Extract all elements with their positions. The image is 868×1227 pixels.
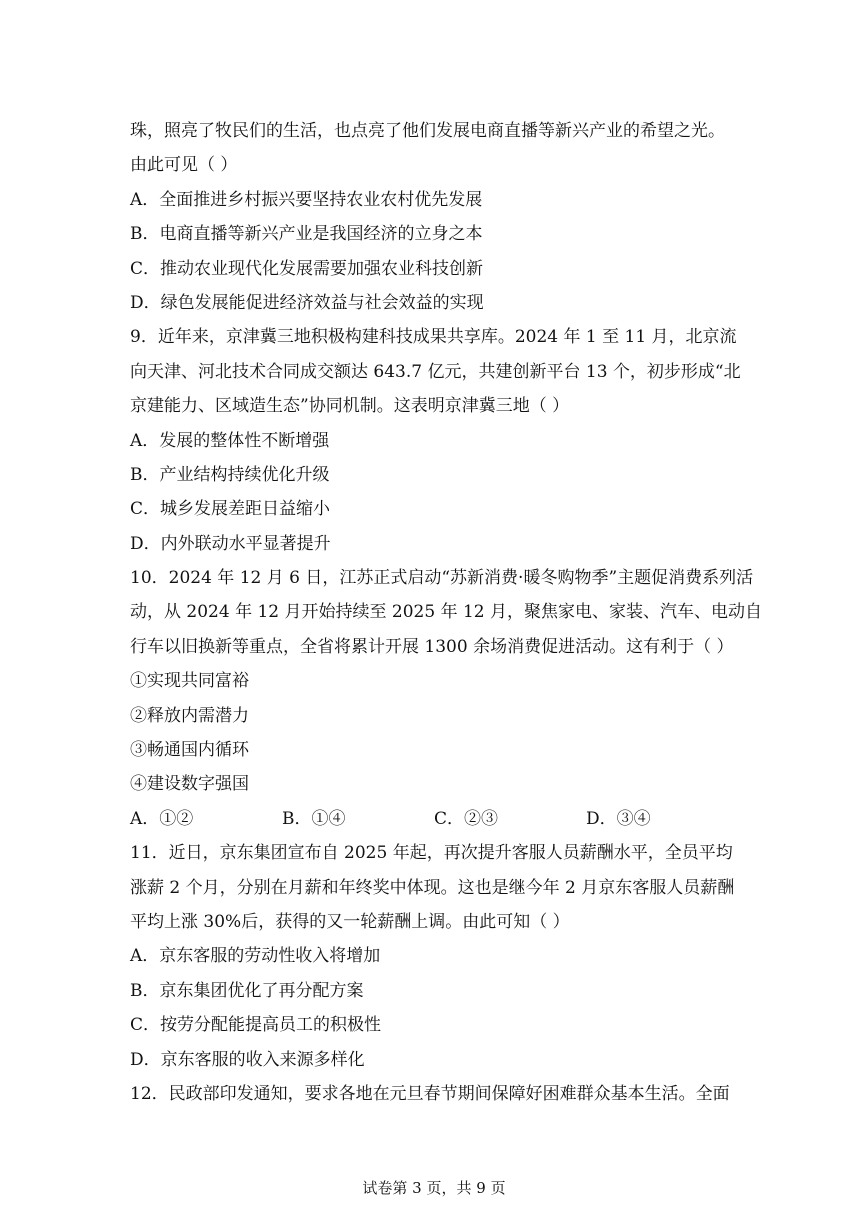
question-10-statement-3: ③畅通国内循环 — [130, 740, 249, 761]
question-9-option-d: D．内外联动水平显著提升 — [130, 533, 331, 554]
question-8-option-d: D．绿色发展能促进经济效益与社会效益的实现 — [130, 292, 484, 313]
question-12 — [130, 1077, 750, 1111]
page-content — [130, 114, 763, 1111]
question-10 — [130, 561, 763, 836]
question-11-option-a: A．京东客服的劳动性收入将增加 — [130, 946, 381, 967]
question-9-stem-line: 京建能力、区域造生态”协同机制。这表明京津冀三地（ ） — [130, 396, 570, 417]
question-9-stem-line: 向天津、河北技术合同成交额达 643.7 亿元，共建创新平台 13 个，初步形成“北 — [130, 361, 741, 382]
question-9-option-b: B．产业结构持续优化升级 — [130, 464, 330, 485]
question-9-option-c: C．城乡发展差距日益缩小 — [130, 499, 331, 520]
question-12-stem-line: 12．民政部印发通知，要求各地在元旦春节期间保障好困难群众基本生活。全面 — [130, 1083, 730, 1104]
question-11 — [130, 836, 750, 1077]
question-11-stem-line: 11．近日，京东集团宣布自 2025 年起，再次提升客服人员薪酬水平，全员平均 — [130, 843, 733, 864]
question-8-stem-line: 由此可见（ ） — [130, 155, 238, 176]
question-8-stem-line: 珠，照亮了牧民们的生活，也点亮了他们发展电商直播等新兴产业的希望之光。 — [130, 121, 725, 141]
question-9 — [130, 320, 750, 561]
question-11-option-d: D．京东客服的收入来源多样化 — [130, 1049, 365, 1070]
question-8-option-a: A．全面推进乡村振兴要坚持农业农村优先发展 — [130, 189, 483, 210]
question-10-statement-4: ④建设数字强国 — [130, 774, 249, 795]
question-11-stem-line: 平均上涨 30%后，获得的又一轮薪酬上调。由此可知（ ） — [130, 911, 570, 932]
question-10-stem-line: 动，从 2024 年 12 月开始持续至 2025 年 12 月，聚焦家电、家装、汽车、电动自 — [130, 602, 763, 623]
question-10-choice-d: D．③④ — [586, 808, 651, 829]
question-10-statement-2: ②释放内需潜力 — [130, 705, 249, 726]
question-10-choices — [130, 802, 750, 836]
question-9-option-a: A．发展的整体性不断增强 — [130, 430, 330, 451]
question-10-choice-b: B．①④ — [282, 808, 346, 829]
question-10-choice-a: A．①② — [130, 808, 194, 829]
question-8 — [130, 114, 750, 320]
question-10-stem-line: 10．2024 年 12 月 6 日，江苏正式启动“苏新消费·暖冬购物季”主题促消费系列活 — [130, 568, 754, 589]
question-10-stem-line: 行车以旧换新等重点，全省将累计开展 1300 余场消费促进活动。这有利于（ ） — [130, 636, 734, 657]
question-11-stem-line: 涨薪 2 个月，分别在月薪和年终奖中体现。这也是继今年 2 月京东客服人员薪酬 — [130, 877, 735, 898]
question-8-option-c: C．推动农业现代化发展需要加强农业科技创新 — [130, 258, 484, 279]
question-11-option-c: C．按劳分配能提高员工的积极性 — [130, 1015, 382, 1036]
question-8-option-b: B．电商直播等新兴产业是我国经济的立身之本 — [130, 224, 483, 245]
page-footer: 试卷第 3 页，共 9 页 — [362, 1179, 506, 1197]
question-9-stem-line: 9．近年来，京津冀三地积极构建科技成果共享库。2024 年 1 至 11 月，北京流 — [130, 327, 737, 348]
question-10-choice-c: C．②③ — [434, 808, 499, 829]
question-10-statement-1: ①实现共同富裕 — [130, 671, 249, 692]
question-11-option-b: B．京东集团优化了再分配方案 — [130, 980, 364, 1001]
